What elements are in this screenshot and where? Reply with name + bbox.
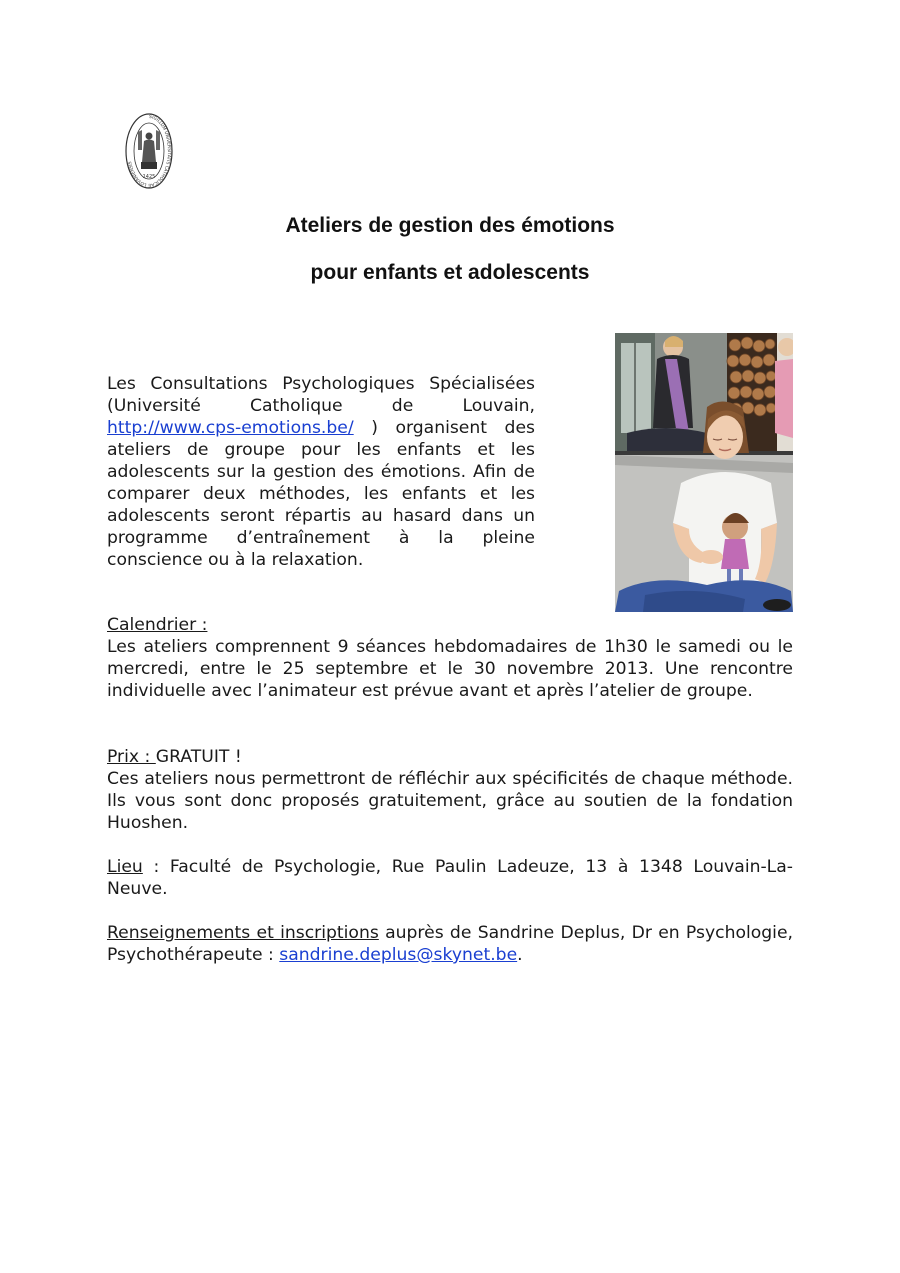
- intro-text: Les Consultations Psychologiques Spécialisées (Université Catholique de Louvain,: [107, 374, 535, 416]
- price-section: [107, 746, 793, 834]
- seal-year: 1425: [142, 174, 156, 180]
- price-text: Ces ateliers nous permettront de réfléchir aux spécificités de chaque méthode. Ils vous sont donc proposés gratuitement, grâce au soutien de la fondation Huoshen.: [107, 769, 793, 833]
- website-link[interactable]: http://www.cps-emotions.be/: [107, 418, 354, 438]
- intro-text-continued: ) organisent des ateliers de groupe pour les enfants et les adolescents sur la gestion des émotions. Afin de comparer deux méthodes, les enfants et les adolescents seront répartis au hasard dans un programme d’entraînement à la pleine conscience ou à la relaxation.: [107, 418, 535, 570]
- seal-ring-text: SIGILLUM UNIVERSITATIS CATHOLICAE LOVANIENSIS: [127, 114, 171, 188]
- price-heading: Prix :: [107, 747, 156, 767]
- calendar-text: Les ateliers comprennent 9 séances hebdomadaires de 1h30 le samedi ou le mercredi, entre le 25 septembre et le 30 novembre 2013. Une rencontre individuelle avec l’animateur est prévue avant et après l’atelier de groupe.: [107, 637, 793, 701]
- location-heading: Lieu: [107, 857, 143, 877]
- children-meditating-photo: [615, 333, 793, 612]
- calendar-heading: Calendrier :: [107, 615, 208, 635]
- university-seal-icon: [124, 110, 174, 190]
- page-subtitle: pour enfants et adolescents: [310, 261, 590, 284]
- price-value: GRATUIT !: [155, 747, 242, 767]
- contact-heading: Renseignements et inscriptions: [107, 923, 379, 943]
- page-title: Ateliers de gestion des émotions: [285, 214, 615, 237]
- calendar-section: [107, 614, 793, 702]
- intro-paragraph: [107, 373, 535, 571]
- location-text: : Faculté de Psychologie, Rue Paulin Ladeuze, 13 à 1348 Louvain-La-Neuve.: [107, 857, 793, 899]
- email-link[interactable]: sandrine.deplus@skynet.be: [279, 945, 518, 965]
- contact-section: [107, 922, 793, 966]
- contact-text: auprès de Sandrine Deplus, Dr en Psychologie, Psychothérapeute :: [107, 923, 793, 965]
- location-section: [107, 856, 793, 900]
- contact-end: .: [517, 945, 523, 965]
